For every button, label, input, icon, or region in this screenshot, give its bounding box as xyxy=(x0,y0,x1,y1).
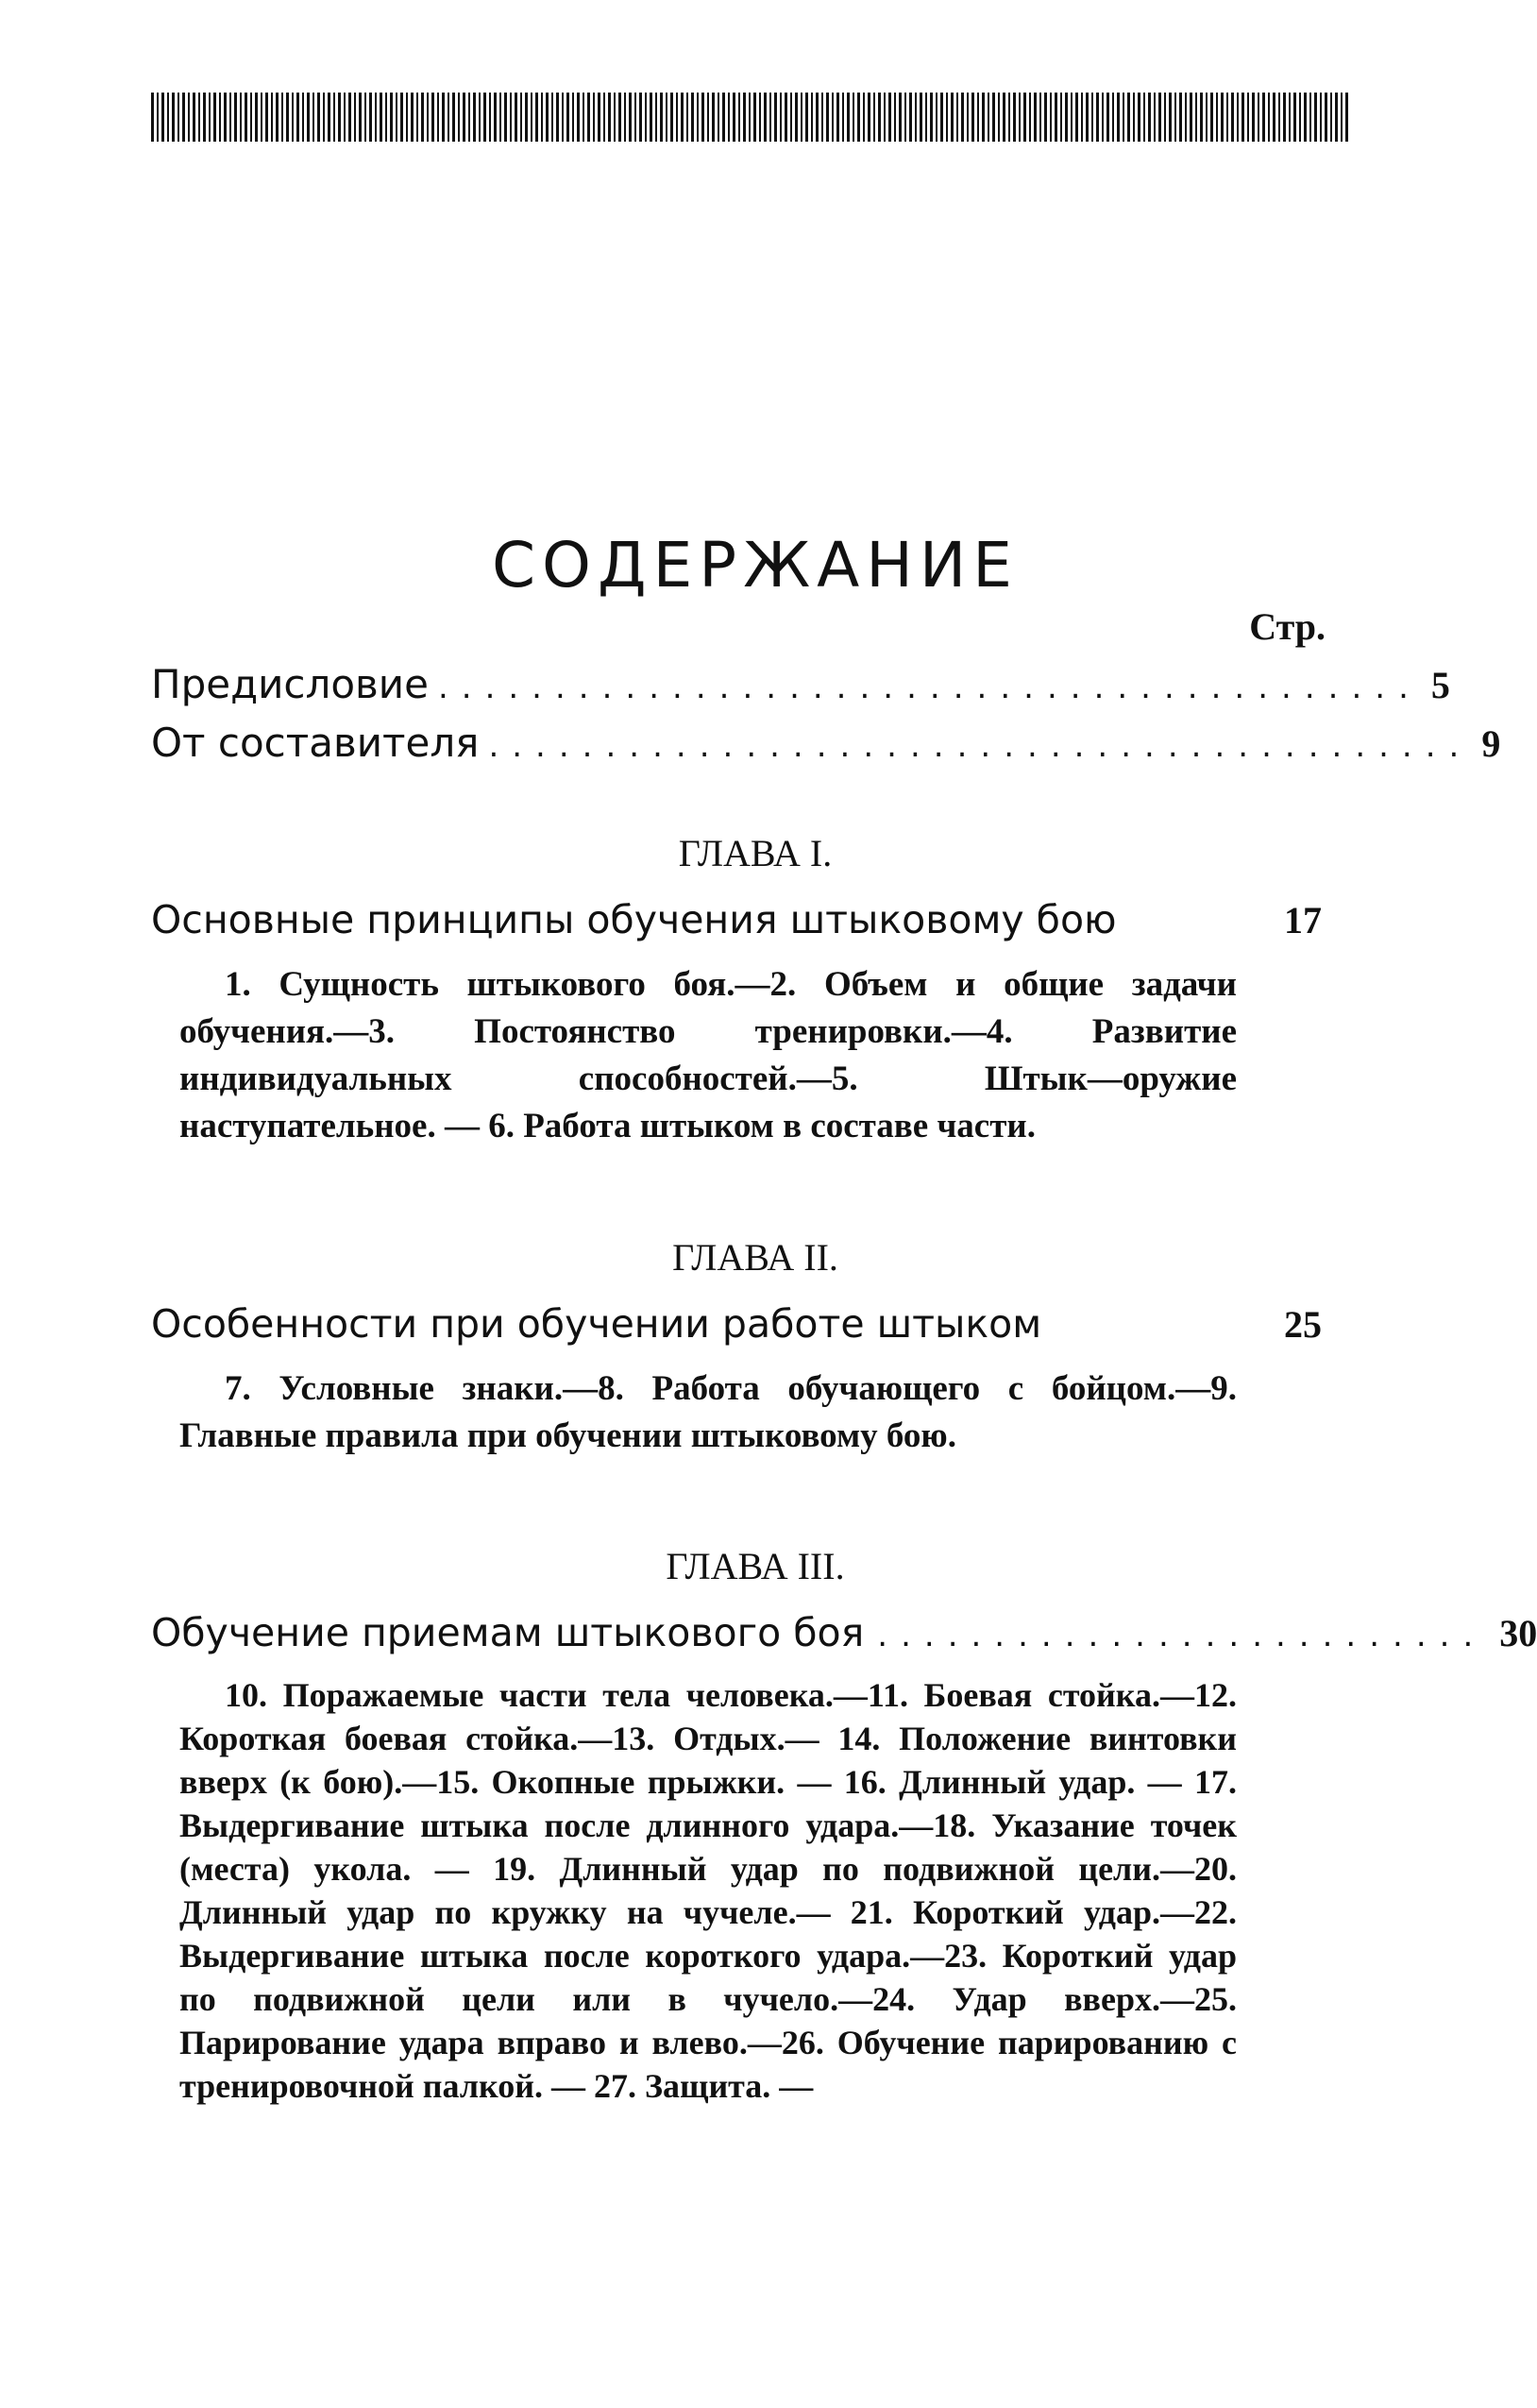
chapter-heading: ГЛАВА III. xyxy=(666,1545,845,1587)
page-column-header: Стр. xyxy=(1249,605,1326,648)
toc-entry-title: От составителя xyxy=(151,720,480,766)
chapter-heading: ГЛАВА II. xyxy=(672,1236,838,1279)
toc-entry-page: 9 xyxy=(1481,722,1501,765)
toc-entry-page: 5 xyxy=(1430,664,1450,706)
chapter-page: 17 xyxy=(1284,899,1322,941)
chapter-title: Основные принципы обучения штыковому бою xyxy=(151,897,1117,942)
chapter-title: Особенности при обучении работе штыком xyxy=(151,1301,1042,1347)
chapter-entry xyxy=(151,897,1322,942)
chapter-entry xyxy=(151,1610,1537,1655)
toc-entry-from-compiler xyxy=(151,720,1501,774)
chapter-page: 30 xyxy=(1499,1612,1537,1654)
top-edge-strip xyxy=(151,93,1348,142)
dot-leader: .......................................... xyxy=(488,727,1473,765)
toc-entry-foreword xyxy=(151,661,1450,716)
dot-leader: .......................... xyxy=(877,1617,1487,1654)
chapter-page: 25 xyxy=(1284,1303,1322,1346)
chapter-description: 1. Сущность штыкового боя.—2. Объем и общие задачи обучения.—3. Постоянство тренировки.—4. Развитие индивидуальных способностей.—5. Штык—оружие наступательное. — 6. Работа штыком в составе части. xyxy=(179,965,1237,1145)
chapter-heading: ГЛАВА I. xyxy=(678,832,833,874)
chapter-entry xyxy=(151,1301,1322,1347)
page-title: СОДЕРЖАНИЕ xyxy=(491,529,1020,602)
dot-leader: .......................................... xyxy=(437,669,1422,706)
chapter-title: Обучение приемам штыкового боя xyxy=(151,1610,865,1655)
chapter-description: 7. Условные знаки.—8. Работа обучающего с бойцом.—9. Главные правила при обучении штыковому бою. xyxy=(179,1369,1237,1455)
chapter-description: 10. Поражаемые части тела человека.—11. Боевая стойка.—12. Короткая боевая стойка.—13. Отдых.— 14. Положение винтовки вверх (к бою).—15. Окопные прыжки. — 16. Длинный удар. — 17. Выдергивание штыка после длинного удара.—18. Указание точек (места) укола. — 19. Длинный удар по подвижной цели.—20. Длинный удар по кружку на чучеле.— 21. Короткий удар.—22. Выдергивание штыка после короткого удара.—23. Короткий удар по подвижной цели или в чучело.—24. Удар вверх.—25. Парирование удара вправо и влево.—26. Обучение парированию с тренировочной палкой. — 27. Защита. — xyxy=(179,1676,1237,2105)
toc-entry-title: Предисловие xyxy=(151,661,429,707)
